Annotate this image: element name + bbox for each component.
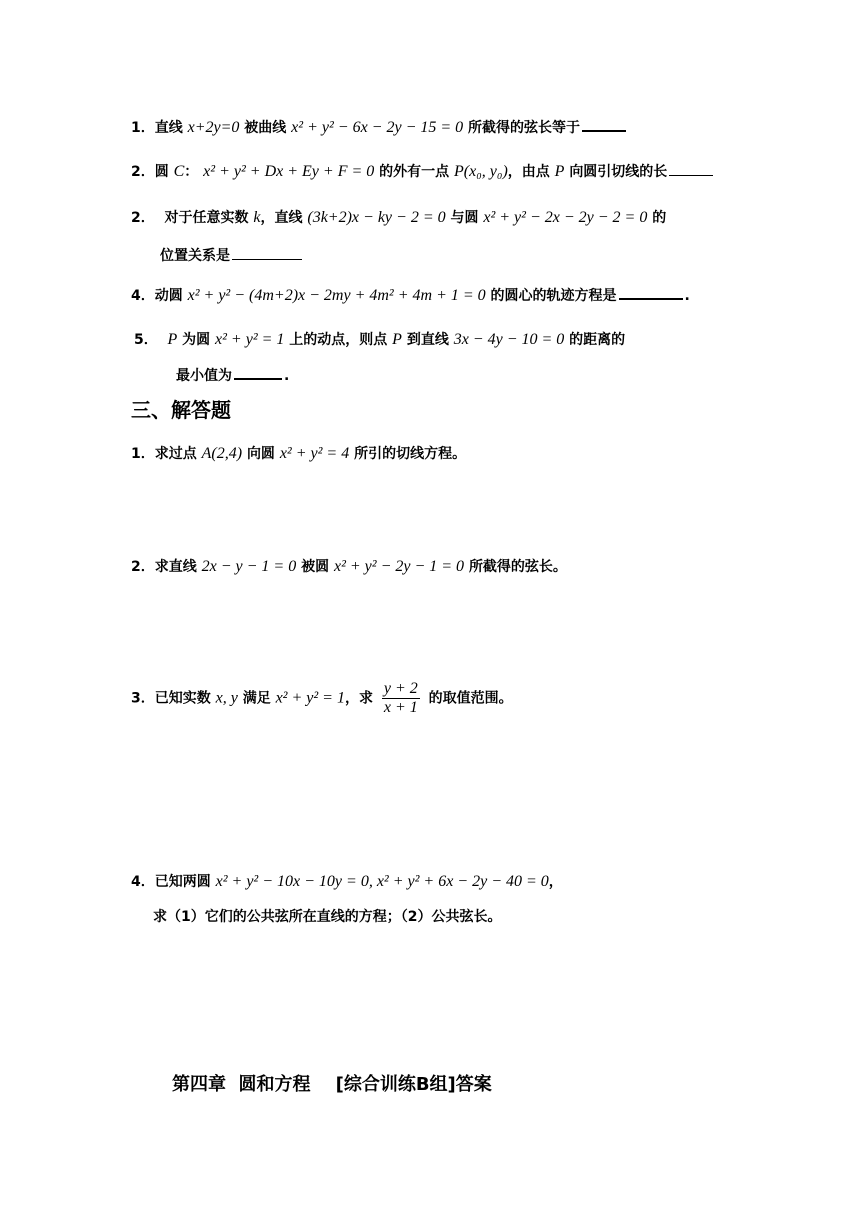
math-expression: x² + y² = 4 — [279, 445, 350, 462]
answer-blank[interactable] — [234, 377, 282, 380]
fill-question-5: 5． P 为圆 x² + y² = 1 上的动点，则点 P 到直线 3x − 4y − 10 = 0 的距离的 — [134, 331, 626, 348]
answer-question-2: 2．求直线 2x − y − 1 = 0 被圆 x² + y² − 2y − 1 = 0 所截得的弦长。 — [131, 558, 567, 575]
question-number: 2． — [131, 210, 155, 226]
fill-question-5-cont: 最小值为 . — [176, 368, 290, 384]
math-expression: P(x₀, y₀) — [454, 163, 508, 180]
answer-section-title: 第四章 圆和方程 [综合训练B组]答案 — [172, 1074, 492, 1095]
fraction — [382, 680, 420, 717]
math-expression: x² + y² − 10x − 10y = 0, x² + y² + 6x − 2y − 40 = 0 — [215, 873, 549, 890]
fill-question-4: 4．动圆 x² + y² − (4m+2)x − 2my + 4m² + 4m + 1 = 0 的圆心的轨迹方程是 . — [131, 287, 690, 304]
math-expression: x² + y² + Dx + Ey + F = 0 — [203, 163, 375, 180]
fill-question-3-cont: 位置关系是 — [160, 246, 304, 266]
question-number: 2． — [131, 559, 155, 575]
math-expression: x² + y² − 6x − 2y − 15 = 0 — [291, 119, 464, 136]
answer-question-3: 3．已知实数 x, y 满足 x² + y² = 1，求 $\frac{y + 2}{x + 1}$ 的取值范围。 — [131, 680, 513, 716]
fraction-numerator: y + 2 — [383, 680, 418, 697]
math-expression: x+2y=0 — [187, 119, 240, 136]
question-number: 1． — [131, 120, 155, 136]
fill-question-1: 1．直线 x+2y=0 被曲线 x² + y² − 6x − 2y − 15 = 0 所截得的弦长等于 — [131, 118, 628, 138]
answer-blank[interactable] — [232, 258, 302, 260]
answer-question-4-cont: 求（1）它们的公共弦所在直线的方程；（2）公共弦长。 — [153, 909, 502, 925]
math-expression: x² + y² − 2y − 1 = 0 — [333, 558, 465, 575]
fraction-denominator: x + 1 — [383, 699, 418, 716]
math-expression: x² + y² = 1 — [275, 689, 345, 707]
answer-question-1: 1．求过点 A(2,4) 向圆 x² + y² = 4 所引的切线方程。 — [131, 445, 467, 462]
question-number: 5． — [134, 332, 158, 348]
answer-blank[interactable] — [582, 129, 626, 132]
math-expression: (3k+2)x − ky − 2 = 0 — [307, 209, 446, 226]
math-expression: x² + y² = 1 — [215, 331, 285, 348]
math-expression: 3x − 4y − 10 = 0 — [453, 331, 565, 348]
fill-question-3: 2． 对于任意实数 k，直线 (3k+2)x − ky − 2 = 0 与圆 x² + y² − 2x − 2y − 2 = 0 的 — [131, 209, 667, 226]
section-heading: 三、解答题 — [131, 398, 231, 422]
answer-blank[interactable] — [669, 174, 713, 176]
math-expression: x² + y² − 2x − 2y − 2 = 0 — [483, 209, 648, 226]
math-expression: 2x − y − 1 = 0 — [201, 558, 297, 575]
math-expression: x² + y² − (4m+2)x − 2my + 4m² + 4m + 1 = 0 — [187, 287, 486, 304]
fill-question-2: 2．圆 C： x² + y² + Dx + Ey + F = 0 的外有一点 P(x₀, y₀)，由点 P 向圆引切线的长 — [131, 162, 715, 182]
answer-blank[interactable] — [619, 297, 683, 300]
math-expression: x, y — [215, 689, 238, 707]
question-number: 4． — [131, 288, 155, 304]
answer-question-4: 4．已知两圆 x² + y² − 10x − 10y = 0, x² + y² + 6x − 2y − 40 = 0， — [131, 873, 563, 890]
question-number: 4． — [131, 874, 155, 890]
question-number: 1． — [131, 446, 155, 462]
question-number: 2． — [131, 164, 155, 180]
question-number: 3． — [131, 690, 155, 707]
math-expression: A(2,4) — [201, 445, 243, 462]
